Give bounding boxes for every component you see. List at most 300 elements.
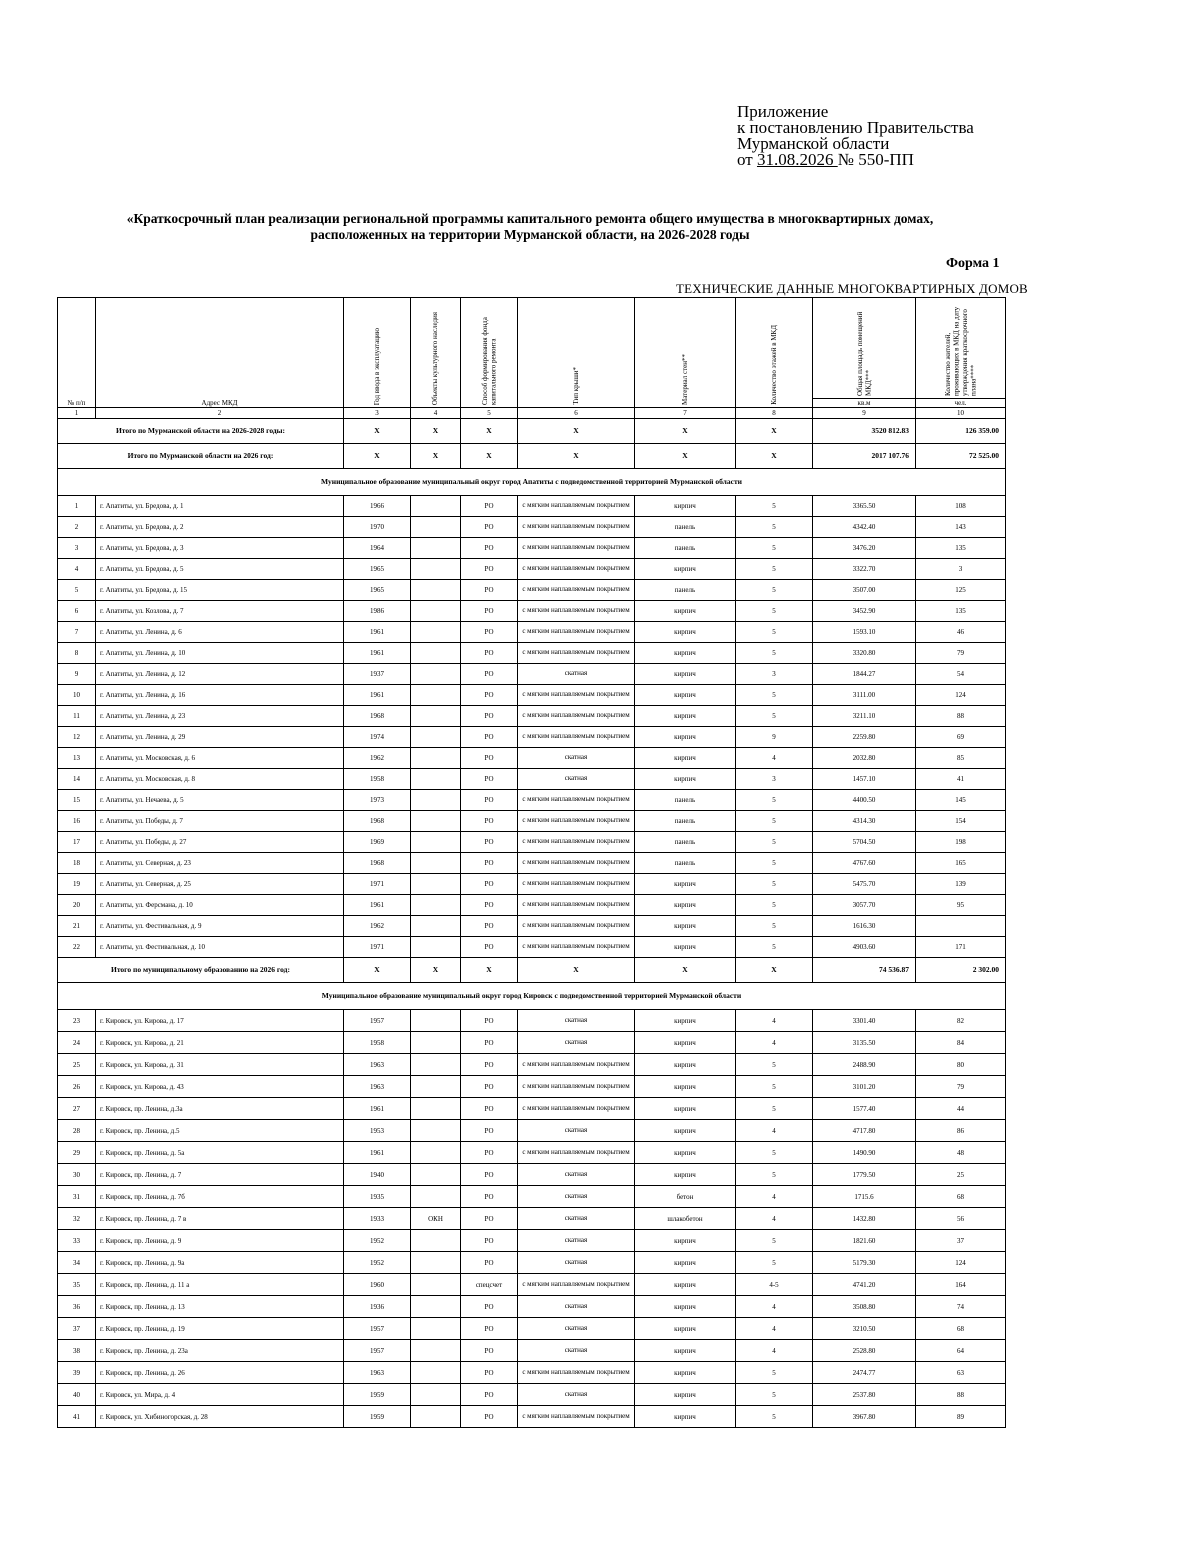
cell-fund: РО (461, 580, 518, 601)
cell-fund: РО (461, 874, 518, 895)
cell-row-num: 9 (58, 664, 96, 685)
cell-row-num: 14 (58, 769, 96, 790)
cell-residents: 68 (916, 1186, 1006, 1208)
cell-fund: РО (461, 1230, 518, 1252)
cell-area: 4717.80 (813, 1120, 916, 1142)
cell-area: 2259.80 (813, 727, 916, 748)
cell-year: 1961 (344, 1098, 411, 1120)
cell-okn (411, 853, 461, 874)
table-row (58, 1296, 1006, 1318)
cell-wall-material: кирпич (635, 622, 736, 643)
column-number: 10 (916, 408, 1006, 419)
cell-year: 1986 (344, 601, 411, 622)
cell-year: 1961 (344, 685, 411, 706)
cell-wall-material: кирпич (635, 1032, 736, 1054)
cell-roof-type: скатная (518, 1164, 635, 1186)
cell-year: 1957 (344, 1318, 411, 1340)
cell-wall-material: панель (635, 790, 736, 811)
cell-address: г. Кировск, пр. Ленина, д. 7 в (96, 1208, 344, 1230)
cell-okn (411, 895, 461, 916)
cell-area: 3508.80 (813, 1296, 916, 1318)
cell-row-num: 34 (58, 1252, 96, 1274)
cell-fund: РО (461, 748, 518, 769)
cell-roof-type: с мягким наплавляемым покрытием (518, 1142, 635, 1164)
cell-residents (916, 916, 1006, 937)
cell-wall-material: кирпич (635, 1384, 736, 1406)
cell-okn (411, 790, 461, 811)
cell-year: 1953 (344, 1120, 411, 1142)
cell-okn (411, 1186, 461, 1208)
cell-address: г. Кировск, ул. Мира, д. 4 (96, 1384, 344, 1406)
x-mark: X (518, 419, 635, 444)
cell-floors: 9 (736, 727, 813, 748)
form-label: Форма 1 (946, 256, 1000, 271)
cell-address: г. Кировск, ул. Кирова, д. 21 (96, 1032, 344, 1054)
cell-floors: 5 (736, 1098, 813, 1120)
cell-residents: 88 (916, 1384, 1006, 1406)
cell-fund: РО (461, 1208, 518, 1230)
cell-address: г. Апатиты, ул. Ленина, д. 23 (96, 706, 344, 727)
cell-fund: РО (461, 643, 518, 664)
cell-fund: РО (461, 706, 518, 727)
cell-address: г. Кировск, ул. Кирова, д. 17 (96, 1010, 344, 1032)
cell-year: 1959 (344, 1406, 411, 1428)
appendix-block (737, 104, 974, 168)
cell-okn (411, 1076, 461, 1098)
cell-floors: 4 (736, 1208, 813, 1230)
cell-year: 1960 (344, 1274, 411, 1296)
table-row (58, 790, 1006, 811)
cell-year: 1933 (344, 1208, 411, 1230)
cell-address: г. Кировск, ул. Кирова, д. 43 (96, 1076, 344, 1098)
x-mark: X (736, 419, 813, 444)
cell-area: 4903.60 (813, 937, 916, 958)
muni-total-residents: 2 302.00 (916, 958, 1006, 983)
column-number: 3 (344, 408, 411, 419)
cell-fund: РО (461, 517, 518, 538)
cell-roof-type: с мягким наплавляемым покрытием (518, 1076, 635, 1098)
cell-roof-type: скатная (518, 748, 635, 769)
cell-floors: 5 (736, 1384, 813, 1406)
cell-floors: 4 (736, 1120, 813, 1142)
cell-roof-type: с мягким наплавляемым покрытием (518, 1274, 635, 1296)
x-mark: X (411, 958, 461, 983)
column-number: 6 (518, 408, 635, 419)
cell-row-num: 19 (58, 874, 96, 895)
header-residents-unit: чел. (916, 398, 1005, 407)
cell-area: 4400.50 (813, 790, 916, 811)
x-mark: X (411, 444, 461, 469)
cell-year: 1974 (344, 727, 411, 748)
cell-residents: 88 (916, 706, 1006, 727)
cell-address: г. Кировск, пр. Ленина, д. 26 (96, 1362, 344, 1384)
cell-fund: РО (461, 853, 518, 874)
header-walls: Материал стен** (635, 298, 736, 408)
table-row (58, 643, 1006, 664)
header-num: № п/п (58, 298, 96, 408)
cell-wall-material: кирпич (635, 1120, 736, 1142)
table-row (58, 895, 1006, 916)
cell-address: г. Кировск, пр. Ленина, д.5 (96, 1120, 344, 1142)
cell-wall-material: кирпич (635, 1010, 736, 1032)
cell-roof-type: с мягким наплавляемым покрытием (518, 727, 635, 748)
cell-roof-type: скатная (518, 1230, 635, 1252)
cell-address: г. Кировск, ул. Кирова, д. 31 (96, 1054, 344, 1076)
cell-area: 3476.20 (813, 538, 916, 559)
cell-roof-type: с мягким наплавляемым покрытием (518, 517, 635, 538)
table-row (58, 1164, 1006, 1186)
table-row (58, 664, 1006, 685)
cell-fund: РО (461, 1098, 518, 1120)
cell-year: 1968 (344, 706, 411, 727)
x-mark: X (736, 958, 813, 983)
table-row (58, 811, 1006, 832)
cell-fund: РО (461, 811, 518, 832)
cell-address: г. Апатиты, ул. Ленина, д. 12 (96, 664, 344, 685)
cell-row-num: 29 (58, 1142, 96, 1164)
appendix-line2: к постановлению Правительства (737, 118, 974, 137)
cell-okn (411, 1252, 461, 1274)
cell-fund: РО (461, 769, 518, 790)
cell-wall-material: панель (635, 580, 736, 601)
cell-floors: 3 (736, 769, 813, 790)
cell-floors: 4 (736, 1296, 813, 1318)
cell-row-num: 6 (58, 601, 96, 622)
cell-address: г. Апатиты, ул. Московская, д. 6 (96, 748, 344, 769)
cell-wall-material: кирпич (635, 937, 736, 958)
cell-year: 1963 (344, 1054, 411, 1076)
x-mark: X (635, 419, 736, 444)
cell-row-num: 40 (58, 1384, 96, 1406)
cell-okn (411, 1010, 461, 1032)
x-mark: X (736, 444, 813, 469)
cell-roof-type: с мягким наплавляемым покрытием (518, 559, 635, 580)
cell-row-num: 7 (58, 622, 96, 643)
header-floors: Количество этажей в МКД (736, 298, 813, 408)
cell-roof-type: скатная (518, 1010, 635, 1032)
cell-area: 2537.80 (813, 1384, 916, 1406)
cell-okn (411, 727, 461, 748)
table-row (58, 706, 1006, 727)
cell-area: 4314.30 (813, 811, 916, 832)
cell-row-num: 11 (58, 706, 96, 727)
cell-okn (411, 748, 461, 769)
cell-address: г. Апатиты, ул. Московская, д. 8 (96, 769, 344, 790)
cell-wall-material: кирпич (635, 643, 736, 664)
total-row-all (58, 419, 1006, 444)
cell-wall-material: кирпич (635, 706, 736, 727)
total-all-residents: 126 359.00 (916, 419, 1006, 444)
table-row (58, 1142, 1006, 1164)
cell-fund: РО (461, 1120, 518, 1142)
cell-wall-material: панель (635, 517, 736, 538)
cell-okn (411, 1296, 461, 1318)
cell-fund: РО (461, 538, 518, 559)
cell-roof-type: с мягким наплавляемым покрытием (518, 895, 635, 916)
cell-wall-material: кирпич (635, 1318, 736, 1340)
cell-okn (411, 832, 461, 853)
cell-okn (411, 538, 461, 559)
cell-roof-type: с мягким наплавляемым покрытием (518, 811, 635, 832)
cell-fund: спецсчет (461, 1274, 518, 1296)
cell-area: 1490.90 (813, 1142, 916, 1164)
cell-wall-material: панель (635, 832, 736, 853)
table-row (58, 1208, 1006, 1230)
cell-address: г. Апатиты, ул. Бредова, д. 5 (96, 559, 344, 580)
cell-area: 3101.20 (813, 1076, 916, 1098)
cell-residents: 79 (916, 643, 1006, 664)
cell-residents: 89 (916, 1406, 1006, 1428)
cell-row-num: 36 (58, 1296, 96, 1318)
cell-okn (411, 559, 461, 580)
cell-okn (411, 1164, 461, 1186)
table-row (58, 937, 1006, 958)
cell-roof-type: с мягким наплавляемым покрытием (518, 853, 635, 874)
cell-address: г. Апатиты, ул. Северная, д. 25 (96, 874, 344, 895)
cell-fund: РО (461, 1032, 518, 1054)
cell-floors: 5 (736, 916, 813, 937)
x-mark: X (635, 444, 736, 469)
cell-year: 1963 (344, 1076, 411, 1098)
cell-row-num: 38 (58, 1340, 96, 1362)
cell-floors: 5 (736, 706, 813, 727)
table-row (58, 1010, 1006, 1032)
cell-residents: 124 (916, 685, 1006, 706)
cell-address: г. Кировск, пр. Ленина, д. 13 (96, 1296, 344, 1318)
cell-okn (411, 1406, 461, 1428)
appendix-line1: Приложение (737, 102, 829, 121)
cell-okn (411, 1362, 461, 1384)
cell-fund: РО (461, 916, 518, 937)
cell-row-num: 21 (58, 916, 96, 937)
cell-area: 1616.30 (813, 916, 916, 937)
cell-floors: 3 (736, 664, 813, 685)
cell-area: 1457.10 (813, 769, 916, 790)
cell-residents: 125 (916, 580, 1006, 601)
cell-residents: 95 (916, 895, 1006, 916)
cell-residents: 82 (916, 1010, 1006, 1032)
table-row (58, 559, 1006, 580)
cell-area: 2488.90 (813, 1054, 916, 1076)
cell-address: г. Апатиты, ул. Бредова, д. 3 (96, 538, 344, 559)
cell-row-num: 16 (58, 811, 96, 832)
cell-fund: РО (461, 1186, 518, 1208)
cell-area: 2032.80 (813, 748, 916, 769)
table-row (58, 1120, 1006, 1142)
cell-okn (411, 1340, 461, 1362)
cell-row-num: 23 (58, 1010, 96, 1032)
cell-area: 4767.60 (813, 853, 916, 874)
cell-address: г. Апатиты, ул. Бредова, д. 1 (96, 496, 344, 517)
cell-residents: 46 (916, 622, 1006, 643)
table-row (58, 1274, 1006, 1296)
cell-floors: 5 (736, 1362, 813, 1384)
cell-floors: 4 (736, 1318, 813, 1340)
cell-wall-material: панель (635, 811, 736, 832)
cell-address: г. Апатиты, ул. Ленина, д. 29 (96, 727, 344, 748)
cell-floors: 5 (736, 790, 813, 811)
cell-okn (411, 1142, 461, 1164)
cell-residents: 165 (916, 853, 1006, 874)
total-row-2026 (58, 444, 1006, 469)
cell-wall-material: кирпич (635, 1164, 736, 1186)
cell-residents: 68 (916, 1318, 1006, 1340)
appendix-date: 31.08.2026 (756, 150, 838, 169)
header-area-unit: кв.м (813, 398, 915, 407)
muni-row-apatity (58, 469, 1006, 496)
cell-wall-material: кирпич (635, 1340, 736, 1362)
cell-residents: 41 (916, 769, 1006, 790)
cell-floors: 5 (736, 580, 813, 601)
table-row (58, 601, 1006, 622)
cell-row-num: 4 (58, 559, 96, 580)
cell-year: 1962 (344, 748, 411, 769)
cell-wall-material: кирпич (635, 1296, 736, 1318)
cell-year: 1957 (344, 1340, 411, 1362)
cell-roof-type: с мягким наплавляемым покрытием (518, 706, 635, 727)
cell-roof-type: скатная (518, 1296, 635, 1318)
cell-row-num: 30 (58, 1164, 96, 1186)
cell-address: г. Кировск, пр. Ленина, д. 5а (96, 1142, 344, 1164)
cell-year: 1965 (344, 559, 411, 580)
cell-okn (411, 1054, 461, 1076)
cell-address: г. Кировск, пр. Ленина, д. 19 (96, 1318, 344, 1340)
cell-residents: 79 (916, 1076, 1006, 1098)
cell-okn (411, 1274, 461, 1296)
cell-area: 3322.70 (813, 559, 916, 580)
cell-year: 1957 (344, 1010, 411, 1032)
cell-residents: 64 (916, 1340, 1006, 1362)
cell-fund: РО (461, 1142, 518, 1164)
cell-year: 1966 (344, 496, 411, 517)
cell-row-num: 18 (58, 853, 96, 874)
cell-fund: РО (461, 1010, 518, 1032)
table-row (58, 1186, 1006, 1208)
column-number: 4 (411, 408, 461, 419)
cell-row-num: 22 (58, 937, 96, 958)
cell-year: 1969 (344, 832, 411, 853)
cell-row-num: 10 (58, 685, 96, 706)
cell-okn (411, 622, 461, 643)
technical-data-table (57, 297, 1006, 1428)
cell-year: 1971 (344, 874, 411, 895)
cell-year: 1952 (344, 1230, 411, 1252)
cell-year: 1965 (344, 580, 411, 601)
column-number: 7 (635, 408, 736, 419)
cell-floors: 5 (736, 538, 813, 559)
cell-fund: РО (461, 1076, 518, 1098)
cell-roof-type: скатная (518, 1120, 635, 1142)
header-roof: Тип крыши* (518, 298, 635, 408)
column-number: 8 (736, 408, 813, 419)
table-row (58, 1384, 1006, 1406)
cell-okn (411, 706, 461, 727)
cell-residents: 74 (916, 1296, 1006, 1318)
cell-year: 1940 (344, 1164, 411, 1186)
cell-address: г. Кировск, пр. Ленина, д.3а (96, 1098, 344, 1120)
cell-floors: 4 (736, 1010, 813, 1032)
cell-row-num: 31 (58, 1186, 96, 1208)
muni-total-row (58, 958, 1006, 983)
cell-address: г. Апатиты, ул. Ленина, д. 6 (96, 622, 344, 643)
table-row (58, 874, 1006, 895)
cell-okn (411, 1384, 461, 1406)
cell-roof-type: скатная (518, 664, 635, 685)
table-row (58, 853, 1006, 874)
header-area: Общая площадь помещений МКД*** кв.м (813, 298, 916, 408)
cell-roof-type: с мягким наплавляемым покрытием (518, 916, 635, 937)
x-mark: X (344, 958, 411, 983)
cell-area: 3210.50 (813, 1318, 916, 1340)
appendix-prefix: от (737, 150, 757, 169)
cell-wall-material: кирпич (635, 874, 736, 895)
cell-floors: 5 (736, 937, 813, 958)
muni-row-kirovsk (58, 983, 1006, 1010)
table-row (58, 1032, 1006, 1054)
cell-wall-material: шлакобетон (635, 1208, 736, 1230)
cell-residents: 86 (916, 1120, 1006, 1142)
cell-roof-type: с мягким наплавляемым покрытием (518, 1406, 635, 1428)
cell-roof-type: с мягким наплавляемым покрытием (518, 1054, 635, 1076)
cell-area: 2474.77 (813, 1362, 916, 1384)
document-title (60, 211, 1000, 243)
cell-fund: РО (461, 895, 518, 916)
cell-wall-material: кирпич (635, 559, 736, 580)
appendix-line3: Мурманской области (737, 134, 890, 153)
cell-floors: 5 (736, 811, 813, 832)
muni-total-area: 74 536.87 (813, 958, 916, 983)
title-line2: расположенных на территории Мурманской области, на 2026-2028 годы (310, 227, 750, 242)
cell-year: 1968 (344, 853, 411, 874)
table-row (58, 1362, 1006, 1384)
cell-address: г. Апатиты, ул. Победы, д. 7 (96, 811, 344, 832)
cell-row-num: 37 (58, 1318, 96, 1340)
table-row (58, 1098, 1006, 1120)
cell-roof-type: с мягким наплавляемым покрытием (518, 622, 635, 643)
cell-wall-material: панель (635, 538, 736, 559)
cell-fund: РО (461, 1164, 518, 1186)
cell-roof-type: скатная (518, 1032, 635, 1054)
cell-wall-material: кирпич (635, 1076, 736, 1098)
cell-area: 3452.90 (813, 601, 916, 622)
cell-floors: 5 (736, 1164, 813, 1186)
cell-year: 1973 (344, 790, 411, 811)
cell-address: г. Апатиты, ул. Ленина, д. 16 (96, 685, 344, 706)
x-mark: X (344, 444, 411, 469)
cell-address: г. Кировск, пр. Ленина, д. 7 (96, 1164, 344, 1186)
cell-residents: 63 (916, 1362, 1006, 1384)
x-mark: X (518, 958, 635, 983)
cell-year: 1958 (344, 769, 411, 790)
cell-roof-type: с мягким наплавляемым покрытием (518, 643, 635, 664)
cell-okn (411, 664, 461, 685)
cell-roof-type: скатная (518, 1384, 635, 1406)
cell-wall-material: кирпич (635, 1142, 736, 1164)
cell-floors: 5 (736, 517, 813, 538)
header-fund: Способ формирования фонда капитального ремонта (461, 298, 518, 408)
title-line1: «Краткосрочный план реализации региональной программы капитального ремонта общего имущества в многоквартирных домах, (126, 211, 934, 226)
table-row (58, 622, 1006, 643)
cell-address: г. Апатиты, ул. Ферсмана, д. 10 (96, 895, 344, 916)
cell-residents: 69 (916, 727, 1006, 748)
table-row (58, 685, 1006, 706)
total-all-area: 3520 812.83 (813, 419, 916, 444)
cell-roof-type: скатная (518, 1208, 635, 1230)
cell-residents: 44 (916, 1098, 1006, 1120)
cell-roof-type: с мягким наплавляемым покрытием (518, 685, 635, 706)
cell-floors: 5 (736, 1076, 813, 1098)
cell-address: г. Апатиты, ул. Фестивальная, д. 10 (96, 937, 344, 958)
